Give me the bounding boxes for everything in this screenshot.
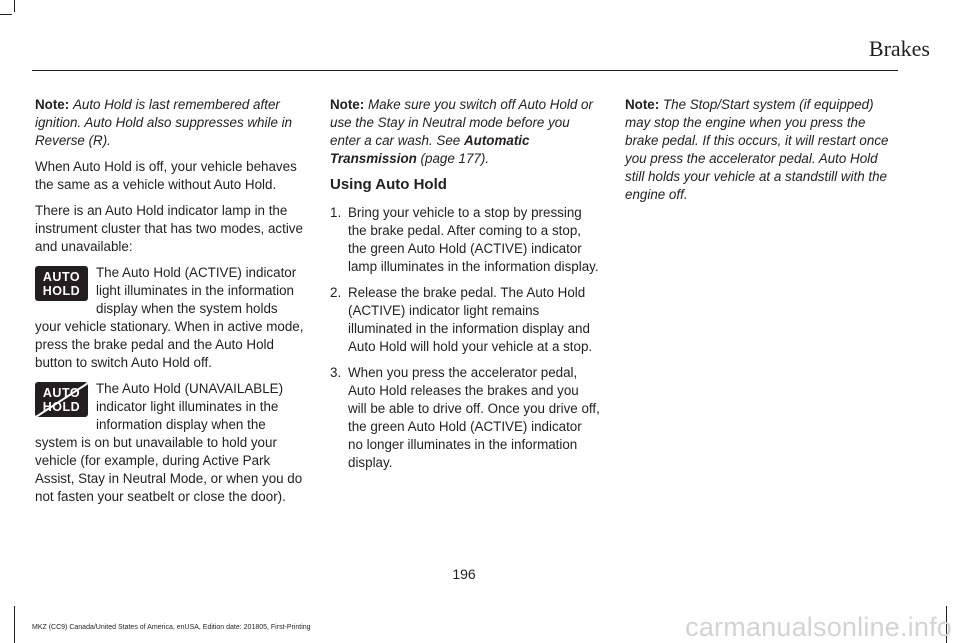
cross-reference-link[interactable]: Automatic Transmission xyxy=(330,133,530,166)
header-divider xyxy=(32,70,898,71)
paragraph-indicator-lamp: There is an Auto Hold indicator lamp in the instrument cluster that has two modes, active and unavailable: xyxy=(35,203,303,254)
watermark: carmanualsonline.info xyxy=(685,612,952,642)
note-auto-hold-memory xyxy=(35,96,305,150)
note-label: Note: xyxy=(35,97,70,112)
note-label: Note: xyxy=(625,97,660,112)
crop-mark-top-left-h xyxy=(0,14,12,15)
page-header xyxy=(0,36,930,62)
list-item: 2. Release the brake pedal. The Auto Hold (ACTIVE) indicator light remains illuminated in the information display and Auto Hold will hold your vehicle at a stop. xyxy=(330,285,593,354)
list-item: 1. Bring your vehicle to a stop by pressing the brake pedal. After coming to a stop, the green Auto Hold (ACTIVE) indicator lamp illuminates in the information display. xyxy=(330,205,599,274)
auto-hold-active-icon: AUTO HOLD xyxy=(35,266,88,301)
section-heading-using-auto-hold: Using Auto Hold xyxy=(330,176,447,193)
note-car-wash: Note: Make sure you switch off Auto Hold or use the Stay in Neutral mode before you enter a car wash. See Automatic Transmission (page 177). xyxy=(330,97,593,166)
crop-mark-top-left-v xyxy=(14,0,15,12)
middle-column xyxy=(330,96,600,480)
active-indicator-text: The Auto Hold (ACTIVE) indicator light illuminates in the information display when the system holds your vehicle stationary. When in active mode, press the brake pedal and the Auto Hold button to switch Auto Hold off. xyxy=(35,265,304,370)
note-label: Note: xyxy=(330,97,365,112)
paragraph-auto-hold-off: When Auto Hold is off, your vehicle behaves the same as a vehicle without Auto Hold. xyxy=(35,159,297,192)
page-number: 196 xyxy=(452,566,476,582)
note-text: Auto Hold is last remembered after ignition. Auto Hold also suppresses while in Reverse (R). xyxy=(35,97,293,148)
left-column xyxy=(35,96,305,514)
note-stop-start xyxy=(625,96,897,204)
footer-edition-info: MKZ (CC9) Canada/United States of America, enUSA, Edition date: 201805, First-Printing xyxy=(32,624,311,631)
unavailable-indicator-description xyxy=(35,380,305,506)
crop-mark-bottom-left-v xyxy=(14,606,15,643)
unavailable-indicator-text: The Auto Hold (UNAVAILABLE) indicator light illuminates in the information display when the system is on but unavailable to hold your vehicle (for example, during Active Park Assist, Stay in Neutral Mode, or when you do not fasten your seatbelt or close the door). xyxy=(35,381,303,504)
right-column xyxy=(625,96,897,212)
auto-hold-unavailable-icon: AUTO HOLD xyxy=(35,382,88,417)
list-item: 3. When you press the accelerator pedal, Auto Hold releases the brakes and you will be able to drive off. Once you drive off, the green Auto Hold (ACTIVE) indicator no longer illuminates in the information display. xyxy=(330,365,600,470)
section-title: Brakes xyxy=(868,36,930,61)
active-indicator-description xyxy=(35,264,305,372)
steps-list xyxy=(330,204,600,472)
note-text: The Stop/Start system (if equipped) may stop the engine when you press the brake pedal. If this occurs, it will restart once you press the accelerator pedal. Auto Hold still holds your vehicle at a standstill with the engine off. xyxy=(625,97,889,202)
